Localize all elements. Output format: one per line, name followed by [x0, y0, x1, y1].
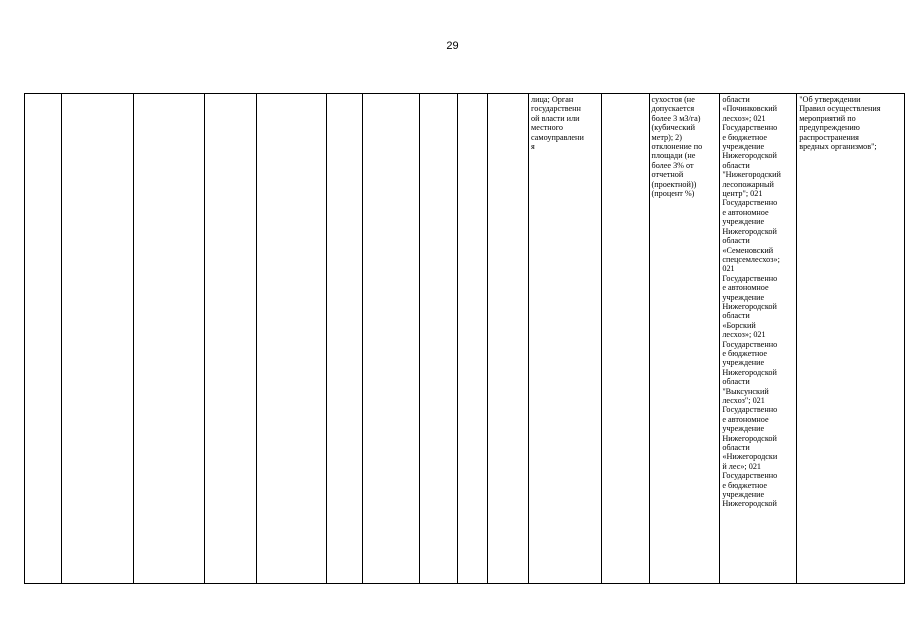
table-cell-6 [326, 94, 363, 584]
table-cell-12 [601, 94, 649, 584]
table-cell-9 [457, 94, 488, 584]
table-cell-2 [61, 94, 133, 584]
table-cell-4 [204, 94, 257, 584]
table-cell-10 [488, 94, 529, 584]
cell-text: сухостоя (не допускается более 3 м3/га) (кубический метр); 2) отклонение по площади (не более 3% от отчетной (проектной)) (процент %) [651, 95, 703, 199]
table-row [25, 94, 905, 584]
table-cell-1 [25, 94, 62, 584]
table-cell-indicators [649, 94, 720, 584]
table-cell-legal-basis [797, 94, 905, 584]
page-number: 29 [446, 40, 459, 52]
table-cell-7 [363, 94, 420, 584]
cell-text: "Об утверждении Правил осуществления мероприятий по предупреждению распространения вредных организмов"; [799, 95, 881, 152]
cell-text: области «Починковский лесхоз»; 021 Государственно е бюджетное учреждение Нижегородской области "Нижегородский лесопожарный центр"; 021 Государственно е автономное учреждение Нижегородской области «Семеновский спецсемлесхоз»; 021 Государственно е автономное учреждение Нижегородской области «Борский лесхоз»; 021 Государственно е бюджетное учреждение Нижегородской области "Выксунский лесхоз"; 021 Государственно е автономное учреждение Нижегородской области «Нижегородски й лес»; 021 Государственно е бюджетное учреждение Нижегородской [722, 95, 781, 509]
table-cell-3 [134, 94, 204, 584]
table-cell-8 [419, 94, 457, 584]
table-cell-executors [720, 94, 797, 584]
table-cell-5 [257, 94, 326, 584]
document-table [24, 93, 905, 584]
table-cell-responsible [529, 94, 602, 584]
cell-text: лица; Орган государственн ой власти или местного самоуправлени я [531, 95, 584, 152]
